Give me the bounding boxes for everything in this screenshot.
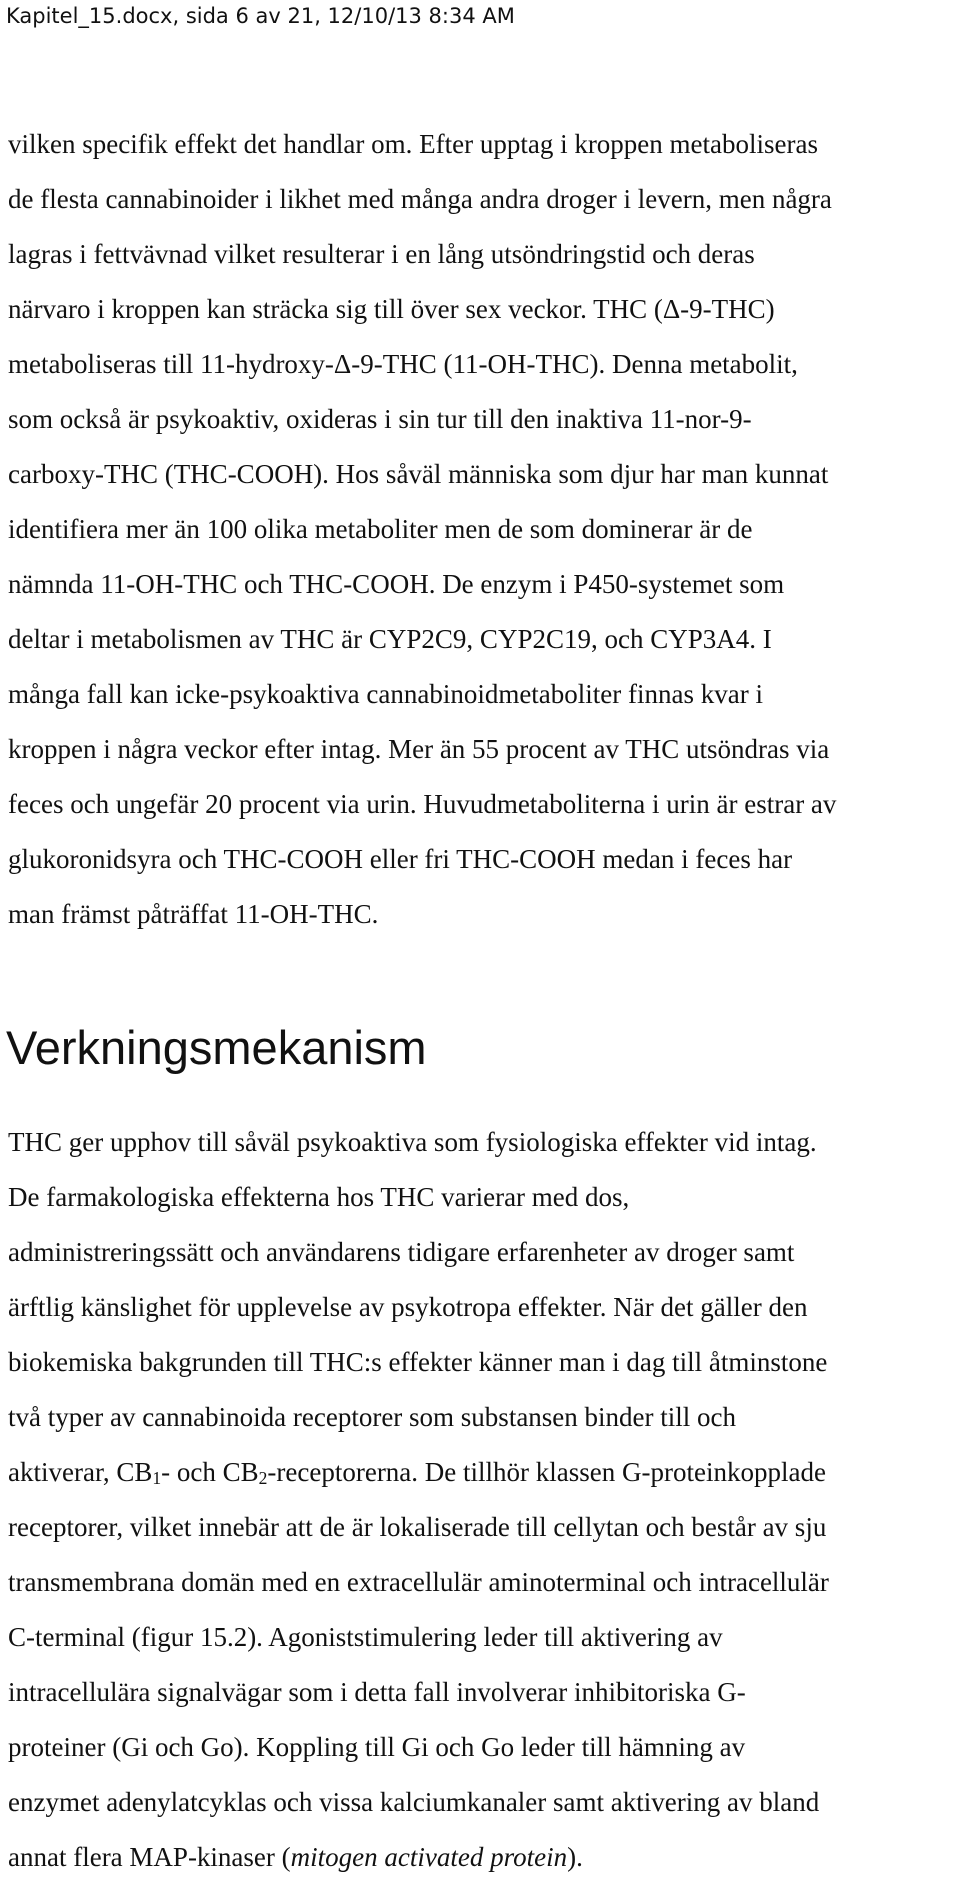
text-line: proteiner (Gi och Go). Koppling till Gi och Go leder till hämning av — [8, 1732, 746, 1762]
cb-text-part1: aktiverar, CB — [8, 1457, 153, 1487]
text-line: De farmakologiska effekterna hos THC varierar med dos, — [8, 1182, 630, 1212]
text-line: man främst påträffat 11-OH-THC. — [8, 899, 379, 929]
paragraph-metabolism — [8, 117, 952, 942]
text-line-cb-receptors — [8, 1445, 952, 1500]
text-line: deltar i metabolismen av THC är CYP2C9, CYP2C19, och CYP3A4. I — [8, 624, 772, 654]
section-heading: Verkningsmekanism — [6, 1021, 427, 1074]
page-header-file-info: Kapitel_15.docx, sida 6 av 21, 12/10/13 8:34 AM — [6, 4, 515, 28]
text-line: kroppen i några veckor efter intag. Mer än 55 procent av THC utsöndras via — [8, 734, 830, 764]
text-line: metaboliseras till 11-hydroxy-Δ-9-THC (11-OH-THC). Denna metabolit, — [8, 349, 798, 379]
text-line: biokemiska bakgrunden till THC:s effekter känner man i dag till åtminstone — [8, 1347, 828, 1377]
cb2-subscript: 2 — [258, 1468, 268, 1489]
italic-term: mitogen activated protein — [290, 1842, 568, 1872]
cb1-subscript: 1 — [152, 1468, 162, 1489]
text-line: transmembrana domän med en extracellulär aminoterminal och intracellulär — [8, 1567, 829, 1597]
last-line-before: annat flera MAP-kinaser ( — [8, 1842, 291, 1872]
text-line: enzymet adenylatcyklas och vissa kalciumkanaler samt aktivering av bland — [8, 1787, 820, 1817]
text-line: carboxy-THC (THC-COOH). Hos såväl människa som djur har man kunnat — [8, 459, 829, 489]
text-line: administreringssätt och användarens tidigare erfarenheter av droger samt — [8, 1237, 795, 1267]
text-line: många fall kan icke-psykoaktiva cannabinoidmetaboliter finnas kvar i — [8, 679, 763, 709]
text-line: C-terminal (figur 15.2). Agoniststimulering leder till aktivering av — [8, 1622, 723, 1652]
text-line: THC ger upphov till såväl psykoaktiva som fysiologiska effekter vid intag. — [8, 1127, 817, 1157]
text-line: identifiera mer än 100 olika metaboliter men de som dominerar är de — [8, 514, 753, 544]
text-line: de flesta cannabinoider i likhet med många andra droger i levern, men några — [8, 184, 832, 214]
paragraph-mechanism — [8, 1115, 952, 1885]
text-line: nämnda 11-OH-THC och THC-COOH. De enzym i P450-systemet som — [8, 569, 785, 599]
text-line: lagras i fettvävnad vilket resulterar i en lång utsöndringstid och deras — [8, 239, 755, 269]
text-line: två typer av cannabinoida receptorer som substansen binder till och — [8, 1402, 737, 1432]
text-line: intracellulära signalvägar som i detta fall involverar inhibitoriska G- — [8, 1677, 746, 1707]
cb-text-part3: -receptorerna. De tillhör klassen G-proteinkopplade — [267, 1457, 826, 1487]
cb-text-part2: - och CB — [161, 1457, 259, 1487]
text-line: som också är psykoaktiv, oxideras i sin tur till den inaktiva 11-nor-9- — [8, 404, 752, 434]
text-line-map-kinases — [8, 1830, 952, 1885]
text-line: feces och ungefär 20 procent via urin. Huvudmetaboliterna i urin är estrar av — [8, 789, 837, 819]
text-line: glukoronidsyra och THC-COOH eller fri THC-COOH medan i feces har — [8, 844, 793, 874]
last-line-after: ). — [567, 1842, 583, 1872]
text-line: receptorer, vilket innebär att de är lokaliserade till cellytan och består av sju — [8, 1512, 827, 1542]
text-line: närvaro i kroppen kan sträcka sig till över sex veckor. THC (Δ-9-THC) — [8, 294, 775, 324]
text-line: ärftlig känslighet för upplevelse av psykotropa effekter. När det gäller den — [8, 1292, 808, 1322]
text-line: vilken specifik effekt det handlar om. Efter upptag i kroppen metaboliseras — [8, 129, 818, 159]
